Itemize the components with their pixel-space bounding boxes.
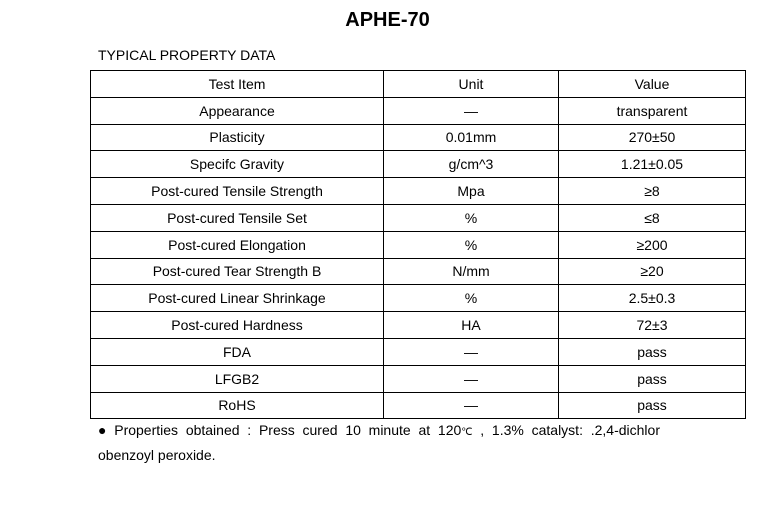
footnote-word: cured — [302, 422, 338, 438]
temperature-value: 120 — [437, 422, 462, 438]
unit-cell: 0.01mm — [384, 124, 559, 151]
footnote-word: Press — [258, 422, 295, 438]
value-cell: ≤8 — [559, 204, 746, 231]
test-item-cell: RoHS — [91, 392, 384, 419]
test-item-cell: FDA — [91, 338, 384, 365]
footnote-word: 10 — [345, 422, 361, 438]
footnote-temperature — [438, 419, 473, 444]
table-row — [91, 338, 746, 365]
value-cell: pass — [559, 392, 746, 419]
footnote-word: Properties — [114, 422, 179, 438]
value-cell: pass — [559, 365, 746, 392]
value-cell: ≥8 — [559, 178, 746, 205]
test-item-cell: Post-cured Tensile Strength — [91, 178, 384, 205]
value-cell: 2.5±0.3 — [559, 285, 746, 312]
footnote-word: obtained — [185, 422, 240, 438]
table-row — [91, 124, 746, 151]
footnote-word: minute — [368, 422, 411, 438]
test-item-cell: Post-cured Tear Strength B — [91, 258, 384, 285]
value-cell: 72±3 — [559, 312, 746, 339]
unit-cell: % — [384, 285, 559, 312]
test-item-cell: LFGB2 — [91, 365, 384, 392]
table-row — [91, 258, 746, 285]
test-item-cell: Post-cured Linear Shrinkage — [91, 285, 384, 312]
unit-cell: % — [384, 204, 559, 231]
footnote-line-1 — [98, 419, 660, 444]
property-table — [90, 70, 746, 419]
table-row — [91, 97, 746, 124]
footnote-line-2: obenzoyl peroxide. — [98, 447, 216, 463]
value-cell: 270±50 — [559, 124, 746, 151]
value-cell: ≥20 — [559, 258, 746, 285]
value-cell: ≥200 — [559, 231, 746, 258]
footnote-word: .2,4-dichlor — [590, 422, 660, 438]
unit-cell: g/cm^3 — [384, 151, 559, 178]
table-header-row — [91, 71, 746, 98]
test-item-cell: Post-cured Hardness — [91, 312, 384, 339]
test-item-cell: Appearance — [91, 97, 384, 124]
table-row — [91, 392, 746, 419]
header-unit: Unit — [384, 71, 559, 98]
table-row — [91, 312, 746, 339]
footnote-word: , — [480, 422, 485, 438]
section-label: TYPICAL PROPERTY DATA — [98, 47, 276, 63]
table-row — [91, 285, 746, 312]
footnote-word: catalyst: — [531, 422, 583, 438]
table-row — [91, 365, 746, 392]
footnote-word: : — [247, 422, 252, 438]
temperature-unit: ℃ — [461, 427, 473, 438]
test-item-cell: Post-cured Tensile Set — [91, 204, 384, 231]
unit-cell: % — [384, 231, 559, 258]
footnote-word: at — [418, 422, 431, 438]
table-row — [91, 151, 746, 178]
header-test-item: Test Item — [91, 71, 384, 98]
test-item-cell: Plasticity — [91, 124, 384, 151]
table-row — [91, 178, 746, 205]
unit-cell: — — [384, 365, 559, 392]
unit-cell: — — [384, 97, 559, 124]
header-value: Value — [559, 71, 746, 98]
unit-cell: Mpa — [384, 178, 559, 205]
unit-cell: — — [384, 392, 559, 419]
footnote-word: 1.3% — [491, 422, 524, 438]
footnote — [98, 419, 660, 466]
test-item-cell: Specifc Gravity — [91, 151, 384, 178]
table-row — [91, 204, 746, 231]
value-cell: 1.21±0.05 — [559, 151, 746, 178]
bullet-icon: ● — [98, 422, 107, 438]
value-cell: transparent — [559, 97, 746, 124]
value-cell: pass — [559, 338, 746, 365]
unit-cell: N/mm — [384, 258, 559, 285]
table-row — [91, 231, 746, 258]
test-item-cell: Post-cured Elongation — [91, 231, 384, 258]
document-title: APHE-70 — [345, 9, 430, 31]
unit-cell: — — [384, 338, 559, 365]
unit-cell: HA — [384, 312, 559, 339]
